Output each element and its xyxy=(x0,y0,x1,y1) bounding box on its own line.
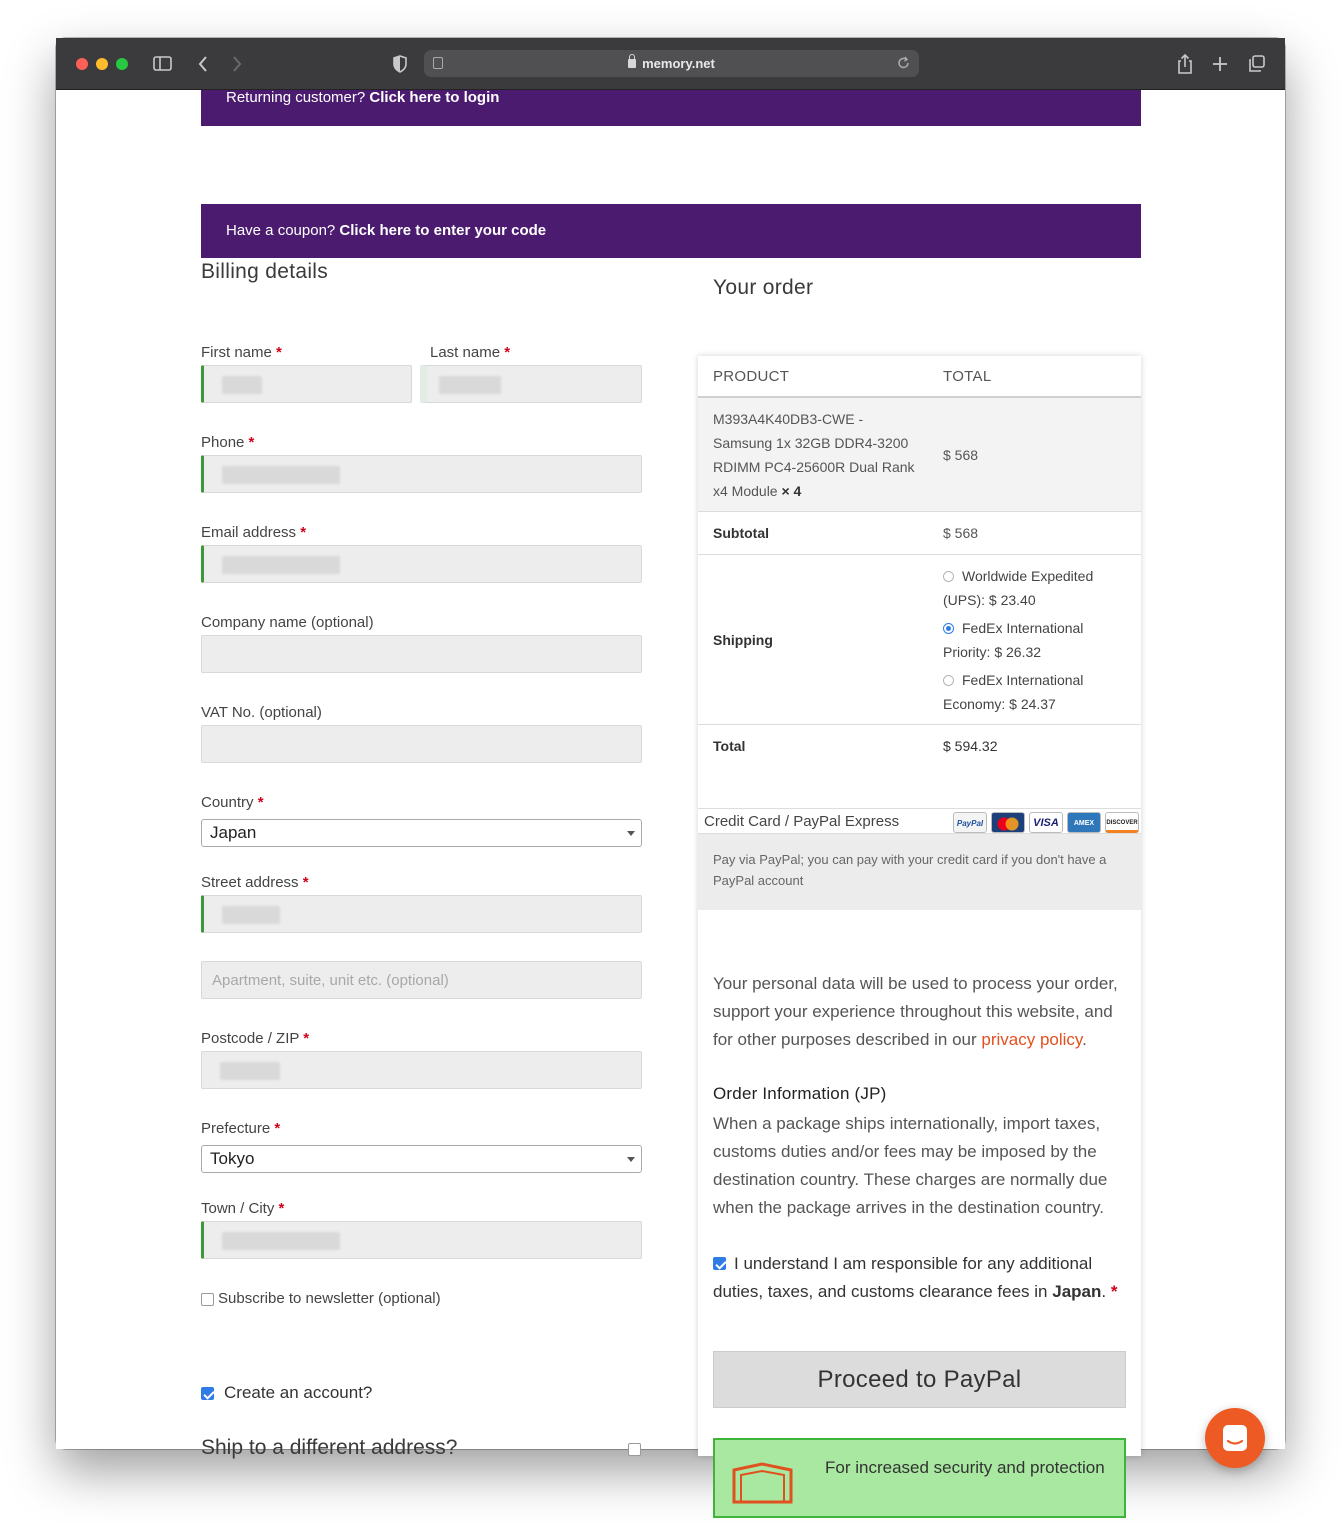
prefecture-value: Tokyo xyxy=(210,1149,255,1168)
payment-method-header[interactable] xyxy=(698,808,1141,834)
prefecture-label: Prefecture * xyxy=(201,1120,281,1137)
radio-ups[interactable] xyxy=(943,571,954,582)
sidebar-icon[interactable] xyxy=(153,52,173,76)
amex-card-icon: AMEX xyxy=(1067,812,1101,833)
subtotal-row xyxy=(698,512,1141,555)
ship-different-label: Ship to a different address? xyxy=(201,1436,458,1459)
total-row xyxy=(698,725,1141,808)
street-label: Street address * xyxy=(201,874,309,891)
product-total: $ 568 xyxy=(943,447,979,463)
country-value: Japan xyxy=(210,823,257,842)
last-name-field[interactable] xyxy=(420,365,642,403)
proceed-to-paypal-button[interactable]: Proceed to PayPal xyxy=(713,1351,1126,1408)
new-tab-icon[interactable] xyxy=(1212,52,1228,76)
col-product: PRODUCT xyxy=(713,368,790,385)
tab-overview-icon[interactable] xyxy=(1248,52,1266,76)
radio-fedex-economy[interactable] xyxy=(943,675,954,686)
browser-window xyxy=(56,38,1285,1477)
paypal-card-icon: PayPal xyxy=(953,812,987,833)
coupon-banner xyxy=(201,204,1141,258)
prefecture-select[interactable] xyxy=(201,1145,642,1173)
email-field[interactable] xyxy=(201,545,642,583)
payment-method-label: Credit Card / PayPal Express xyxy=(704,813,900,830)
order-title: Your order xyxy=(713,276,814,299)
radio-fedex-priority[interactable] xyxy=(943,623,954,634)
first-name-field[interactable] xyxy=(201,365,412,403)
lock-icon xyxy=(628,59,636,68)
email-label: Email address * xyxy=(201,524,307,541)
minimize-window-button[interactable] xyxy=(96,58,108,70)
city-label: Town / City * xyxy=(201,1200,285,1217)
subtotal-value: $ 568 xyxy=(943,525,979,541)
forward-icon[interactable] xyxy=(230,52,244,76)
country-label: Country * xyxy=(201,794,264,811)
security-banner xyxy=(713,1438,1126,1518)
street-field[interactable] xyxy=(201,895,642,933)
newsletter-checkbox[interactable] xyxy=(201,1293,214,1306)
shield-icon xyxy=(729,1462,799,1507)
shipping-option-ups[interactable]: Worldwide Expedited (UPS): $ 23.40 xyxy=(943,568,1094,608)
browser-titlebar xyxy=(56,38,1285,90)
chevron-down-icon xyxy=(627,1157,635,1162)
discover-card-icon: DISCOVER xyxy=(1105,812,1139,833)
chevron-down-icon xyxy=(627,831,635,836)
payment-description: Pay via PayPal; you can pay with your credit card if you don't have a PayPal account xyxy=(698,834,1141,910)
url-text: memory.net xyxy=(642,56,715,71)
security-text: For increased security and protection xyxy=(825,1458,1105,1477)
shipping-label: Shipping xyxy=(713,632,773,648)
back-icon[interactable] xyxy=(196,52,210,76)
address-bar[interactable] xyxy=(424,50,919,77)
shipping-options xyxy=(943,564,1128,716)
chat-icon xyxy=(1205,1408,1265,1468)
duties-acknowledgement: I understand I am responsible for any additional duties, taxes, and customs clearance fees in Japan. * xyxy=(713,1254,1118,1301)
chat-launcher-button[interactable] xyxy=(1205,1408,1265,1468)
shipping-row xyxy=(698,555,1141,725)
billing-title: Billing details xyxy=(201,260,329,283)
close-window-button[interactable] xyxy=(76,58,88,70)
login-link[interactable]: Click here to login xyxy=(369,89,500,106)
product-qty: × 4 xyxy=(781,483,802,499)
total-label: Total xyxy=(713,738,746,754)
shipping-option-fedex-priority[interactable]: FedEx International Priority: $ 26.32 xyxy=(943,620,1084,660)
first-name-label: First name * xyxy=(201,344,282,361)
phone-label: Phone * xyxy=(201,434,255,451)
page-content xyxy=(56,89,1285,1477)
col-total: TOTAL xyxy=(943,368,992,385)
company-label: Company name (optional) xyxy=(201,614,374,631)
order-info-title: Order Information (JP) xyxy=(713,1084,887,1103)
coupon-link[interactable]: Click here to enter your code xyxy=(339,222,547,239)
newsletter-label: Subscribe to newsletter (optional) xyxy=(218,1290,441,1307)
apartment-placeholder: Apartment, suite, unit etc. (optional) xyxy=(212,972,449,989)
coupon-text: Have a coupon? xyxy=(226,222,340,239)
phone-field[interactable] xyxy=(201,455,642,493)
reload-icon[interactable] xyxy=(897,55,911,76)
vat-field[interactable] xyxy=(201,725,642,763)
order-table-header xyxy=(698,356,1141,398)
returning-customer-banner xyxy=(201,90,1141,126)
total-value: $ 594.32 xyxy=(943,738,998,754)
company-field[interactable] xyxy=(201,635,642,673)
zoom-window-button[interactable] xyxy=(116,58,128,70)
postcode-label: Postcode / ZIP * xyxy=(201,1030,310,1047)
order-review-box xyxy=(698,356,1141,1477)
shipping-option-fedex-economy[interactable]: FedEx International Economy: $ 24.37 xyxy=(943,672,1084,712)
create-account-label: Create an account? xyxy=(224,1383,373,1402)
vat-label: VAT No. (optional) xyxy=(201,704,322,721)
last-name-label: Last name * xyxy=(430,344,511,361)
duties-checkbox[interactable] xyxy=(713,1257,726,1270)
privacy-shield-icon[interactable] xyxy=(392,52,408,76)
country-select[interactable] xyxy=(201,819,642,847)
mastercard-icon xyxy=(991,812,1025,833)
share-icon[interactable] xyxy=(1176,52,1194,76)
create-account-checkbox[interactable] xyxy=(201,1387,214,1400)
visa-card-icon: VISA xyxy=(1029,812,1063,833)
product-name: M393A4K40DB3-CWE - Samsung 1x 32GB DDR4-3200 RDIMM PC4-25600R Dual Rank x4 Module xyxy=(713,411,915,499)
apartment-field[interactable] xyxy=(201,961,642,999)
city-field[interactable] xyxy=(201,1221,642,1259)
privacy-policy-link[interactable]: privacy policy xyxy=(981,1030,1083,1049)
product-cell xyxy=(713,407,918,503)
privacy-notice: Your personal data will be used to process your order, support your experience throughout this website, and for other purposes described in our privacy policy. xyxy=(713,974,1118,1049)
order-item-row xyxy=(698,398,1141,512)
subtotal-label: Subtotal xyxy=(713,525,769,541)
returning-customer-text: Returning customer? xyxy=(226,89,370,106)
ship-different-checkbox[interactable] xyxy=(628,1443,641,1456)
order-info-text: When a package ships internationally, import taxes, customs duties and/or fees may be imposed by the destination country. These charges are normally due when the package arrives in the destination country. xyxy=(713,1114,1108,1217)
postcode-field[interactable] xyxy=(201,1051,642,1089)
